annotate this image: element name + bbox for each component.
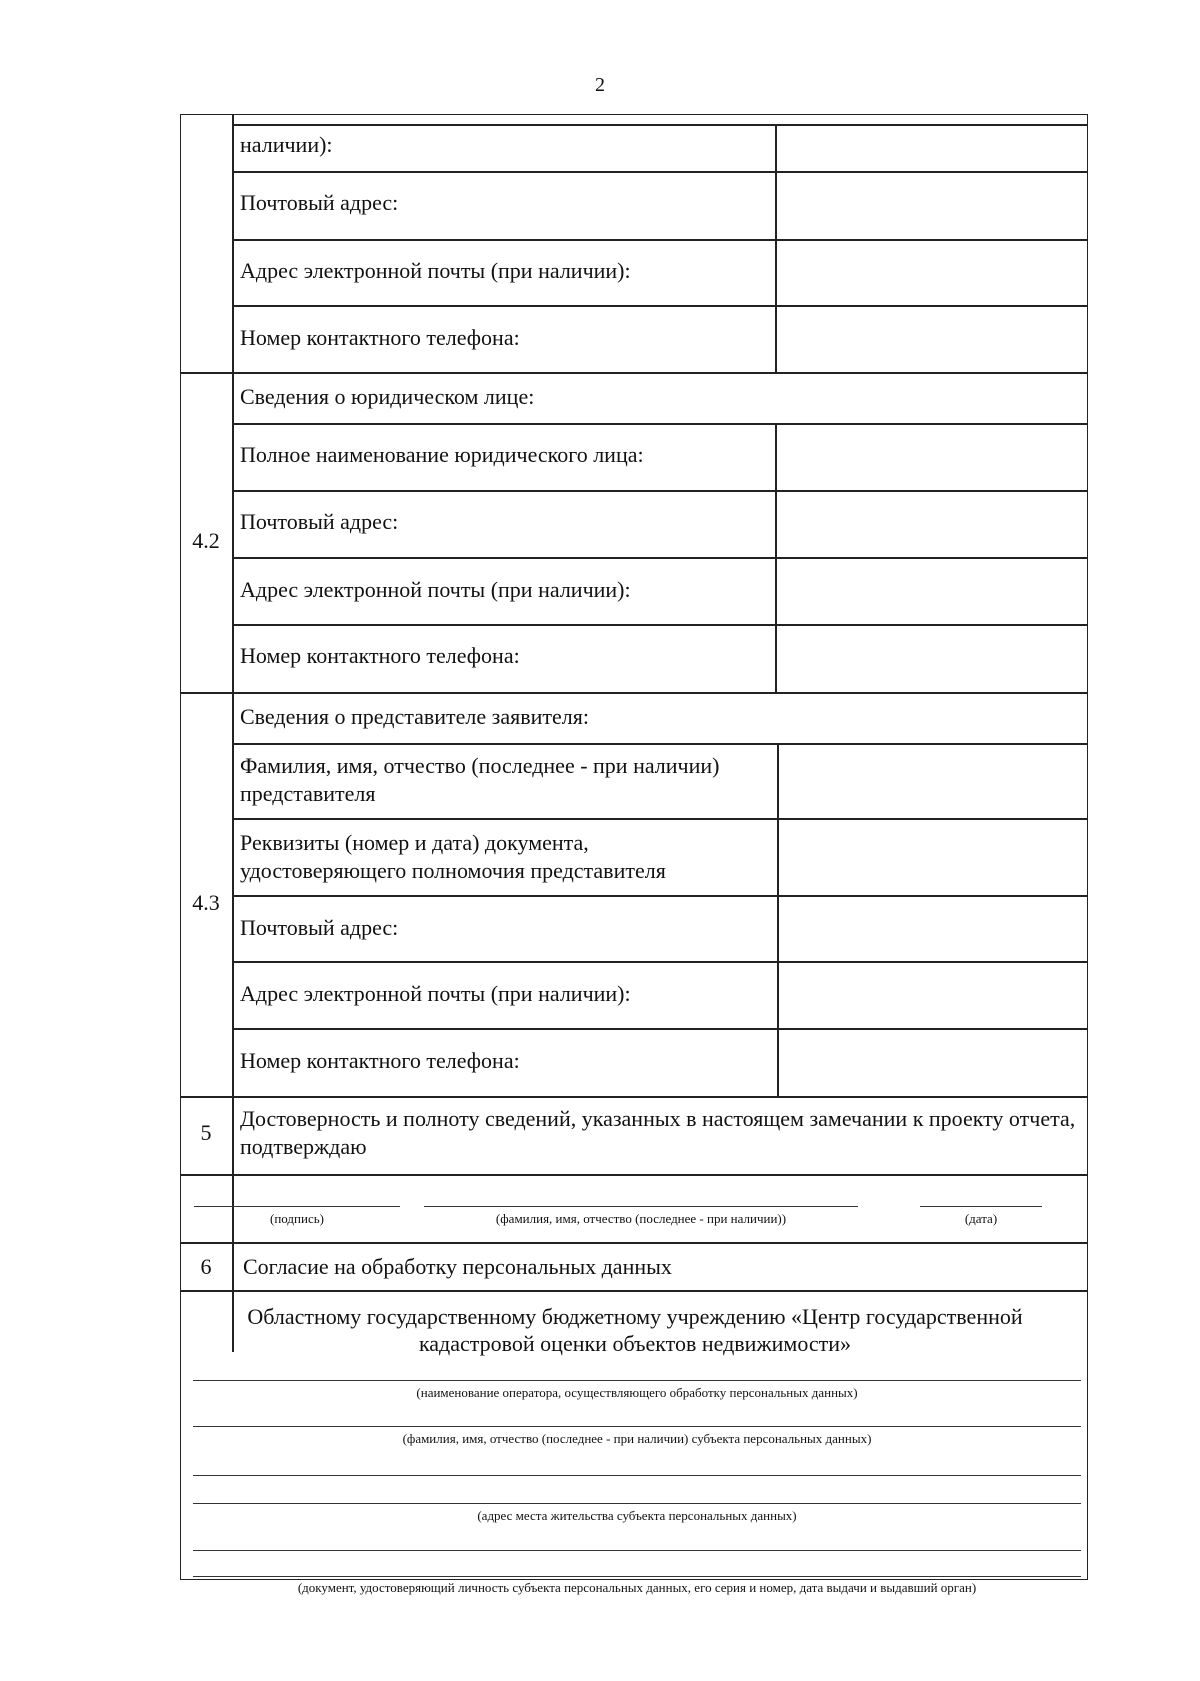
row-label: Номер контактного телефона: [240, 1048, 520, 1073]
section-line [180, 372, 1088, 374]
row-label: Адрес электронной почты (при наличии): [240, 258, 631, 283]
section-heading: Сведения о представителе заявителя: [240, 704, 589, 729]
section-line [180, 1096, 1088, 1098]
address-line-2[interactable] [193, 1503, 1081, 1504]
section-number: 5 [200, 1120, 212, 1145]
signature-line[interactable] [194, 1206, 400, 1207]
row-label: Фамилия, имя, отчество (последнее - при наличии) представителя [240, 753, 720, 806]
value-cell[interactable] [779, 745, 1086, 817]
row-label: Почтовый адрес: [240, 915, 399, 940]
value-cell[interactable] [779, 897, 1086, 960]
page-number: 2 [595, 74, 605, 96]
date-caption: (дата) [964, 1211, 998, 1226]
operator-caption: (наименование оператора, осуществляющего обработку персональных данных) [416, 1385, 858, 1400]
consent-heading: Согласие на обработку персональных данных [243, 1254, 672, 1279]
value-cell[interactable] [777, 126, 1086, 170]
value-cell[interactable] [777, 492, 1086, 556]
row-label: Адрес электронной почты (при наличии): [240, 577, 631, 602]
row-label: Адрес электронной почты (при наличии): [240, 981, 631, 1006]
value-cell[interactable] [777, 626, 1086, 691]
document-line-1[interactable] [193, 1550, 1081, 1551]
row-label: наличии): [240, 132, 333, 157]
address-line-1[interactable] [193, 1475, 1081, 1476]
section-heading: Сведения о юридическом лице: [240, 384, 535, 409]
value-cell[interactable] [777, 241, 1086, 304]
row-label: Полное наименование юридического лица: [240, 442, 644, 467]
value-cell[interactable] [777, 425, 1086, 489]
value-cell[interactable] [779, 820, 1086, 894]
row-label: Почтовый адрес: [240, 509, 399, 534]
document-line-2[interactable] [193, 1576, 1081, 1577]
section-line [180, 1290, 1088, 1292]
value-cell[interactable] [779, 963, 1086, 1027]
signature-caption: (подпись) [270, 1211, 324, 1226]
document-caption: (документ, удостоверяющий личность субъекта персональных данных, его серия и номер, дата выдачи и выдавший орган) [297, 1580, 977, 1595]
section-line [180, 1174, 1088, 1176]
section-number: 4.3 [192, 890, 220, 915]
subject-caption: (фамилия, имя, отчество (последнее - при наличии) субъекта персональных данных) [402, 1431, 872, 1446]
name-line[interactable] [424, 1206, 858, 1207]
section-number: 4.2 [192, 528, 220, 553]
value-cell[interactable] [779, 1030, 1086, 1095]
section-line [180, 692, 1088, 694]
section-line [180, 1242, 1088, 1244]
row-label: Номер контактного телефона: [240, 325, 520, 350]
row-label: Номер контактного телефона: [240, 643, 520, 668]
address-caption: (адрес места жительства субъекта персональных данных) [477, 1508, 797, 1523]
value-cell[interactable] [777, 173, 1086, 238]
row-label: Почтовый адрес: [240, 190, 399, 215]
operator-name: Областному государственному бюджетному учреждению «Центр государственной кадастровой оценки объектов недвижимости» [247, 1304, 1023, 1356]
row-label: Реквизиты (номер и дата) документа, удостоверяющего полномочия представителя [240, 830, 666, 883]
operator-line[interactable] [193, 1380, 1081, 1381]
confirmation-text: Достоверность и полноту сведений, указанных в настоящем замечании к проекту отчета, подтверждаю [240, 1106, 1076, 1159]
number-column-divider [232, 114, 234, 1352]
value-cell[interactable] [777, 307, 1086, 371]
name-caption: (фамилия, имя, отчество (последнее - при наличии)) [495, 1211, 787, 1226]
subject-line[interactable] [193, 1426, 1081, 1427]
date-line[interactable] [920, 1206, 1042, 1207]
section-number: 6 [200, 1254, 212, 1279]
value-cell[interactable] [777, 559, 1086, 623]
